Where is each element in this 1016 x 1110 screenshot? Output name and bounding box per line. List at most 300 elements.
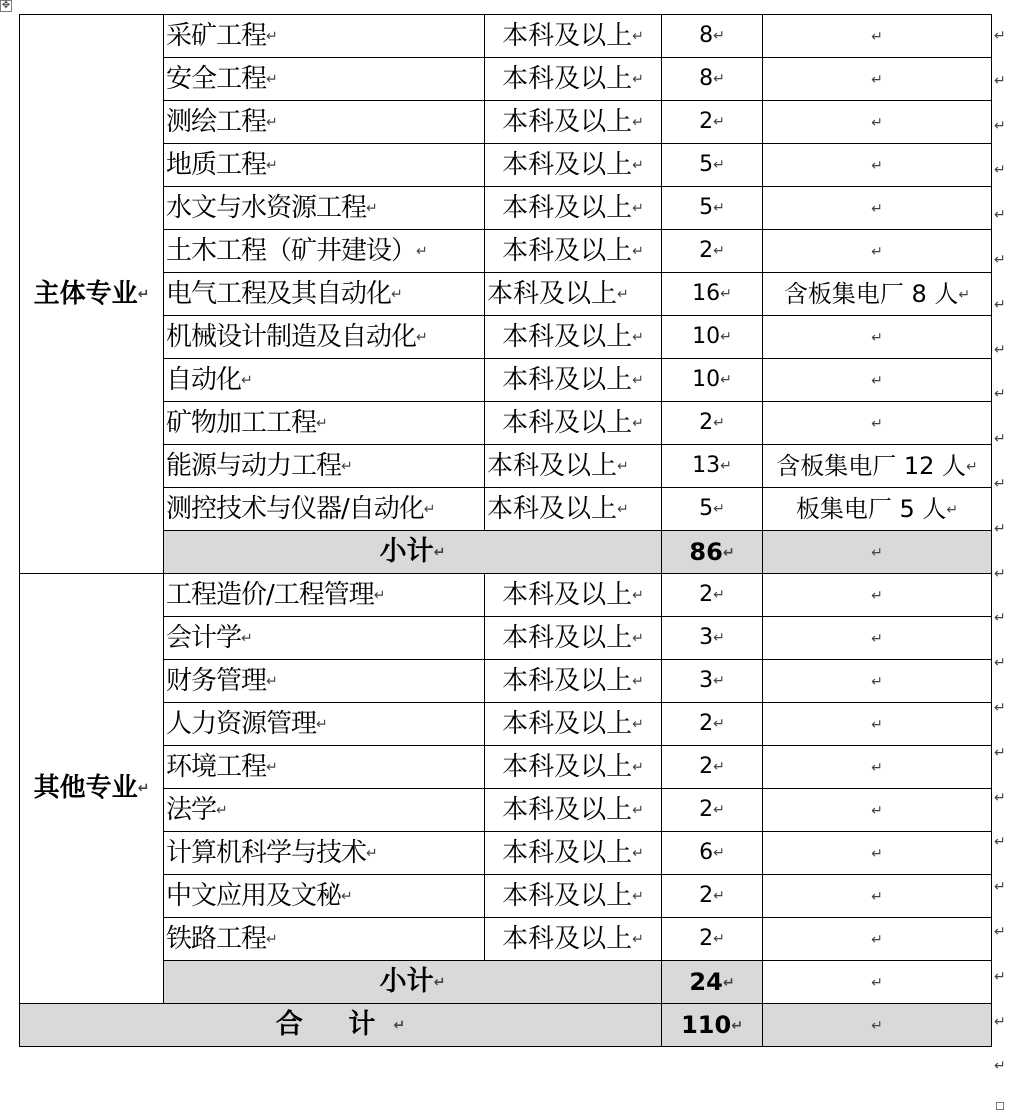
row-end-mark: ↵ bbox=[994, 968, 1006, 985]
cell-end-mark: ↵ bbox=[871, 243, 883, 260]
row-end-mark: ↵ bbox=[994, 789, 1006, 806]
education-cell-text: 本科及以上 bbox=[487, 278, 618, 309]
row-end-mark: ↵ bbox=[994, 879, 1006, 896]
total-note-cell[interactable] bbox=[763, 1004, 992, 1047]
cell-end-mark: ↵ bbox=[632, 587, 644, 604]
count-cell-text: 2 bbox=[699, 711, 714, 736]
education-cell-text: 本科及以上 bbox=[487, 450, 618, 481]
cell-end-mark: ↵ bbox=[617, 501, 629, 518]
education-cell-text: 本科及以上 bbox=[502, 923, 633, 954]
cell-end-mark: ↵ bbox=[720, 458, 732, 474]
count-cell[interactable] bbox=[662, 359, 763, 402]
count-cell[interactable] bbox=[662, 316, 763, 359]
cell-end-mark: ↵ bbox=[632, 888, 644, 905]
education-cell[interactable] bbox=[485, 832, 662, 875]
cell-end-mark: ↵ bbox=[713, 28, 725, 44]
cell-end-mark: ↵ bbox=[713, 587, 725, 603]
cell-end-mark: ↵ bbox=[871, 372, 883, 389]
education-cell-text: 本科及以上 bbox=[502, 708, 633, 739]
subtotal-label-cell-text: 小计 bbox=[379, 535, 434, 567]
education-cell[interactable] bbox=[485, 101, 662, 144]
row-end-mark: ↵ bbox=[994, 386, 1006, 403]
cell-end-mark: ↵ bbox=[713, 931, 725, 947]
cell-end-mark: ↵ bbox=[266, 71, 278, 88]
cell-end-mark: ↵ bbox=[632, 931, 644, 948]
cell-end-mark: ↵ bbox=[137, 286, 150, 303]
major-cell[interactable] bbox=[164, 445, 485, 488]
table-row bbox=[20, 832, 992, 875]
note-cell[interactable] bbox=[763, 316, 992, 359]
education-cell[interactable] bbox=[485, 617, 662, 660]
major-cell[interactable] bbox=[164, 58, 485, 101]
cell-end-mark: ↵ bbox=[946, 501, 959, 518]
cell-end-mark: ↵ bbox=[632, 243, 644, 260]
count-cell[interactable] bbox=[662, 832, 763, 875]
major-cell[interactable] bbox=[164, 15, 485, 58]
note-cell[interactable] bbox=[763, 273, 992, 316]
count-cell-text: 5 bbox=[699, 195, 714, 220]
count-cell[interactable] bbox=[662, 746, 763, 789]
count-cell[interactable] bbox=[662, 660, 763, 703]
cell-end-mark: ↵ bbox=[713, 415, 725, 431]
cell-end-mark: ↵ bbox=[871, 759, 883, 776]
education-cell[interactable] bbox=[485, 703, 662, 746]
cell-end-mark: ↵ bbox=[871, 114, 883, 131]
count-cell-text: 3 bbox=[699, 668, 714, 693]
subtotal-note-cell[interactable] bbox=[763, 531, 992, 574]
note-cell[interactable] bbox=[763, 918, 992, 961]
note-cell[interactable] bbox=[763, 789, 992, 832]
cell-end-mark: ↵ bbox=[871, 200, 883, 217]
cell-end-mark: ↵ bbox=[713, 114, 725, 130]
count-cell-text: 13 bbox=[692, 453, 721, 478]
education-cell-text: 本科及以上 bbox=[502, 20, 633, 51]
cell-end-mark: ↵ bbox=[871, 28, 883, 45]
cell-end-mark: ↵ bbox=[713, 888, 725, 904]
cell-end-mark: ↵ bbox=[632, 802, 644, 819]
row-end-mark: ↵ bbox=[994, 923, 1006, 940]
major-cell-text: 人力资源管理 bbox=[166, 708, 317, 739]
education-cell-text: 本科及以上 bbox=[502, 579, 633, 610]
row-end-mark: ↵ bbox=[994, 296, 1006, 313]
education-cell-text: 本科及以上 bbox=[502, 321, 633, 352]
cell-end-mark: ↵ bbox=[632, 200, 644, 217]
count-cell[interactable] bbox=[662, 875, 763, 918]
subtotal-row bbox=[20, 961, 992, 1004]
total-value-cell[interactable] bbox=[662, 1004, 763, 1047]
cell-end-mark: ↵ bbox=[713, 630, 725, 646]
count-cell-text: 16 bbox=[692, 281, 721, 306]
table-row bbox=[20, 488, 992, 531]
count-cell[interactable] bbox=[662, 58, 763, 101]
note-cell[interactable] bbox=[763, 359, 992, 402]
count-cell-text: 6 bbox=[699, 840, 714, 865]
major-cell[interactable] bbox=[164, 746, 485, 789]
cell-end-mark: ↵ bbox=[713, 673, 725, 689]
cell-end-mark: ↵ bbox=[632, 716, 644, 733]
education-cell[interactable] bbox=[485, 359, 662, 402]
major-cell[interactable] bbox=[164, 402, 485, 445]
cell-end-mark: ↵ bbox=[266, 673, 278, 690]
cell-end-mark: ↵ bbox=[137, 780, 150, 797]
cell-end-mark: ↵ bbox=[713, 759, 725, 775]
major-cell[interactable] bbox=[164, 574, 485, 617]
major-cell-text: 环境工程 bbox=[166, 751, 267, 782]
table-row bbox=[20, 617, 992, 660]
table-row bbox=[20, 359, 992, 402]
table-row bbox=[20, 230, 992, 273]
cell-end-mark: ↵ bbox=[871, 888, 883, 905]
total-label-cell-text: 合 计 bbox=[275, 1008, 394, 1040]
count-cell[interactable] bbox=[662, 273, 763, 316]
table-row bbox=[20, 402, 992, 445]
major-cell-text: 电气工程及其自动化 bbox=[166, 278, 392, 309]
education-cell-text: 本科及以上 bbox=[502, 235, 633, 266]
cell-end-mark: ↵ bbox=[241, 372, 253, 389]
cell-end-mark: ↵ bbox=[871, 802, 883, 819]
cell-end-mark: ↵ bbox=[316, 716, 328, 733]
education-cell[interactable] bbox=[485, 789, 662, 832]
major-cell-text: 矿物加工工程 bbox=[166, 407, 317, 438]
table-row bbox=[20, 746, 992, 789]
table-move-handle[interactable]: ✥ bbox=[1, 0, 11, 11]
note-cell[interactable] bbox=[763, 746, 992, 789]
row-end-mark: ↵ bbox=[994, 699, 1006, 716]
count-cell[interactable] bbox=[662, 488, 763, 531]
note-cell[interactable] bbox=[763, 617, 992, 660]
count-cell[interactable] bbox=[662, 918, 763, 961]
table-row bbox=[20, 875, 992, 918]
count-cell[interactable] bbox=[662, 187, 763, 230]
major-cell-text: 法学 bbox=[166, 794, 217, 825]
cell-end-mark: ↵ bbox=[720, 329, 732, 345]
education-cell-text: 本科及以上 bbox=[502, 880, 633, 911]
major-cell[interactable] bbox=[164, 789, 485, 832]
education-cell-text: 本科及以上 bbox=[502, 364, 633, 395]
education-cell-text: 本科及以上 bbox=[502, 751, 633, 782]
major-cell[interactable] bbox=[164, 273, 485, 316]
cell-end-mark: ↵ bbox=[632, 329, 644, 346]
major-cell-text: 铁路工程 bbox=[166, 923, 267, 954]
row-end-mark: ↵ bbox=[994, 610, 1006, 627]
row-end-mark: ↵ bbox=[994, 72, 1006, 89]
education-cell[interactable] bbox=[485, 402, 662, 445]
cell-end-mark: ↵ bbox=[871, 974, 883, 991]
count-cell-text: 2 bbox=[699, 926, 714, 951]
row-end-mark: ↵ bbox=[994, 834, 1006, 851]
major-cell[interactable] bbox=[164, 660, 485, 703]
major-cell[interactable] bbox=[164, 488, 485, 531]
education-cell[interactable] bbox=[485, 187, 662, 230]
cell-end-mark: ↵ bbox=[722, 974, 735, 991]
education-cell-text: 本科及以上 bbox=[502, 837, 633, 868]
education-cell[interactable] bbox=[485, 273, 662, 316]
note-cell[interactable] bbox=[763, 230, 992, 273]
education-cell-text: 本科及以上 bbox=[502, 149, 633, 180]
cell-end-mark: ↵ bbox=[871, 71, 883, 88]
education-cell[interactable] bbox=[485, 144, 662, 187]
table-row bbox=[20, 703, 992, 746]
major-cell[interactable] bbox=[164, 359, 485, 402]
note-cell[interactable] bbox=[763, 488, 992, 531]
major-cell[interactable] bbox=[164, 832, 485, 875]
cell-end-mark: ↵ bbox=[632, 673, 644, 690]
row-end-mark: ↵ bbox=[994, 341, 1006, 358]
count-cell[interactable] bbox=[662, 402, 763, 445]
row-end-mark: ↵ bbox=[994, 744, 1006, 761]
cell-end-mark: ↵ bbox=[871, 587, 883, 604]
education-cell[interactable] bbox=[485, 660, 662, 703]
cell-end-mark: ↵ bbox=[266, 759, 278, 776]
major-cell-text: 计算机科学与技术 bbox=[166, 837, 367, 868]
major-cell-text: 测控技术与仪器/自动化 bbox=[166, 493, 424, 524]
cell-end-mark: ↵ bbox=[713, 243, 725, 259]
note-cell[interactable] bbox=[763, 58, 992, 101]
count-cell-text: 8 bbox=[699, 66, 714, 91]
note-cell[interactable] bbox=[763, 445, 992, 488]
major-cell-text: 安全工程 bbox=[166, 63, 267, 94]
education-cell-text: 本科及以上 bbox=[502, 794, 633, 825]
count-cell[interactable] bbox=[662, 445, 763, 488]
major-cell[interactable] bbox=[164, 316, 485, 359]
note-cell-text: 含板集电厂 12 人 bbox=[776, 451, 967, 480]
total-value-cell-text: 110 bbox=[681, 1010, 732, 1039]
cell-end-mark: ↵ bbox=[423, 501, 436, 518]
category-cell[interactable] bbox=[20, 15, 164, 574]
cell-end-mark: ↵ bbox=[871, 931, 883, 948]
major-cell[interactable] bbox=[164, 187, 485, 230]
cell-end-mark: ↵ bbox=[871, 1017, 883, 1034]
cell-end-mark: ↵ bbox=[216, 802, 228, 819]
education-cell-text: 本科及以上 bbox=[502, 665, 633, 696]
major-cell[interactable] bbox=[164, 101, 485, 144]
count-cell[interactable] bbox=[662, 617, 763, 660]
cell-end-mark: ↵ bbox=[632, 759, 644, 776]
cell-end-mark: ↵ bbox=[241, 630, 253, 647]
row-end-mark: ↵ bbox=[994, 117, 1006, 134]
major-cell-text: 中文应用及文秘 bbox=[166, 880, 342, 911]
major-cell[interactable] bbox=[164, 617, 485, 660]
cell-end-mark: ↵ bbox=[433, 974, 446, 991]
row-end-mark: ↵ bbox=[994, 251, 1006, 268]
count-cell-text: 2 bbox=[699, 797, 714, 822]
category-cell[interactable] bbox=[20, 574, 164, 1004]
subtotal-note-cell[interactable] bbox=[763, 961, 992, 1004]
cell-end-mark: ↵ bbox=[713, 716, 725, 732]
note-cell[interactable] bbox=[763, 832, 992, 875]
subtotal-label-cell[interactable] bbox=[164, 531, 662, 574]
major-cell[interactable] bbox=[164, 875, 485, 918]
count-cell-text: 2 bbox=[699, 410, 714, 435]
count-cell-text: 3 bbox=[699, 625, 714, 650]
cell-end-mark: ↵ bbox=[617, 286, 629, 303]
cell-end-mark: ↵ bbox=[632, 28, 644, 45]
cell-end-mark: ↵ bbox=[958, 286, 971, 303]
count-cell-text: 10 bbox=[692, 367, 721, 392]
major-cell-text: 土木工程（矿井建设） bbox=[166, 235, 417, 266]
cell-end-mark: ↵ bbox=[731, 1017, 743, 1034]
major-cell-text: 水文与水资源工程 bbox=[166, 192, 367, 223]
cell-end-mark: ↵ bbox=[871, 630, 883, 647]
education-cell-text: 本科及以上 bbox=[502, 192, 633, 223]
row-end-mark: ↵ bbox=[994, 1058, 1006, 1075]
count-cell-text: 2 bbox=[699, 883, 714, 908]
cell-end-mark: ↵ bbox=[433, 544, 446, 561]
table-row bbox=[20, 15, 992, 58]
table-row bbox=[20, 58, 992, 101]
table-row bbox=[20, 101, 992, 144]
count-cell-text: 8 bbox=[699, 23, 714, 48]
row-end-mark: ↵ bbox=[994, 207, 1006, 224]
note-cell[interactable] bbox=[763, 574, 992, 617]
total-label-cell[interactable] bbox=[20, 1004, 662, 1047]
cell-end-mark: ↵ bbox=[713, 501, 725, 517]
row-end-mark: ↵ bbox=[994, 431, 1006, 448]
table-row bbox=[20, 187, 992, 230]
cell-end-mark: ↵ bbox=[266, 28, 278, 45]
table-row bbox=[20, 316, 992, 359]
cell-end-mark: ↵ bbox=[632, 372, 644, 389]
note-cell[interactable] bbox=[763, 144, 992, 187]
count-cell[interactable] bbox=[662, 703, 763, 746]
cell-end-mark: ↵ bbox=[713, 845, 725, 861]
cell-end-mark: ↵ bbox=[632, 415, 644, 432]
row-end-mark: ↵ bbox=[994, 520, 1006, 537]
education-cell[interactable] bbox=[485, 316, 662, 359]
education-cell-text: 本科及以上 bbox=[487, 493, 618, 524]
cell-end-mark: ↵ bbox=[871, 415, 883, 432]
note-cell-text: 含板集电厂 8 人 bbox=[783, 279, 959, 308]
cell-end-mark: ↵ bbox=[966, 458, 978, 475]
count-cell-text: 10 bbox=[692, 324, 721, 349]
education-cell[interactable] bbox=[485, 875, 662, 918]
education-cell[interactable] bbox=[485, 488, 662, 531]
row-end-marks bbox=[994, 14, 1014, 1089]
cell-end-mark: ↵ bbox=[316, 415, 328, 432]
count-cell[interactable] bbox=[662, 574, 763, 617]
education-cell-text: 本科及以上 bbox=[502, 106, 633, 137]
table-row bbox=[20, 660, 992, 703]
education-cell[interactable] bbox=[485, 445, 662, 488]
note-cell[interactable] bbox=[763, 402, 992, 445]
subtotal-label-cell-text: 小计 bbox=[379, 965, 434, 997]
cell-end-mark: ↵ bbox=[632, 157, 644, 174]
cell-end-mark: ↵ bbox=[632, 845, 644, 862]
note-cell[interactable] bbox=[763, 875, 992, 918]
cell-end-mark: ↵ bbox=[713, 71, 725, 87]
table-row bbox=[20, 273, 992, 316]
count-cell[interactable] bbox=[662, 101, 763, 144]
count-cell-text: 5 bbox=[699, 152, 714, 177]
row-end-mark: ↵ bbox=[994, 475, 1006, 492]
cell-end-mark: ↵ bbox=[871, 845, 883, 862]
education-cell[interactable] bbox=[485, 230, 662, 273]
category-cell-text: 主体专业 bbox=[33, 278, 138, 309]
count-cell[interactable] bbox=[662, 15, 763, 58]
table-row bbox=[20, 789, 992, 832]
major-cell-text: 地质工程 bbox=[166, 149, 267, 180]
cell-end-mark: ↵ bbox=[617, 458, 629, 475]
count-cell-text: 2 bbox=[699, 754, 714, 779]
cell-end-mark: ↵ bbox=[391, 286, 403, 303]
table-row bbox=[20, 144, 992, 187]
note-cell[interactable] bbox=[763, 15, 992, 58]
cell-end-mark: ↵ bbox=[366, 845, 378, 862]
major-cell-text: 采矿工程 bbox=[166, 20, 267, 51]
table-row bbox=[20, 445, 992, 488]
cell-end-mark: ↵ bbox=[871, 716, 883, 733]
count-cell[interactable] bbox=[662, 789, 763, 832]
cell-end-mark: ↵ bbox=[713, 802, 725, 818]
count-cell-text: 2 bbox=[699, 109, 714, 134]
major-cell-text: 工程造价/工程管理 bbox=[166, 579, 374, 610]
cell-end-mark: ↵ bbox=[720, 372, 732, 388]
cell-end-mark: ↵ bbox=[871, 673, 883, 690]
recruitment-table bbox=[19, 14, 992, 1047]
major-cell-text: 会计学 bbox=[166, 622, 242, 653]
cell-end-mark: ↵ bbox=[266, 157, 278, 174]
education-cell[interactable] bbox=[485, 15, 662, 58]
education-cell[interactable] bbox=[485, 58, 662, 101]
cell-end-mark: ↵ bbox=[871, 544, 883, 561]
cell-end-mark: ↵ bbox=[720, 286, 732, 302]
note-cell[interactable] bbox=[763, 703, 992, 746]
major-cell-text: 机械设计制造及自动化 bbox=[166, 321, 417, 352]
major-cell-text: 自动化 bbox=[166, 364, 242, 395]
table-resize-handle[interactable] bbox=[996, 1102, 1004, 1110]
table-body bbox=[20, 15, 992, 1047]
cell-end-mark: ↵ bbox=[713, 200, 725, 216]
major-cell-text: 能源与动力工程 bbox=[166, 450, 342, 481]
education-cell[interactable] bbox=[485, 746, 662, 789]
total-row bbox=[20, 1004, 992, 1047]
cell-end-mark: ↵ bbox=[632, 630, 644, 647]
cell-end-mark: ↵ bbox=[416, 329, 428, 346]
major-cell-text: 财务管理 bbox=[166, 665, 267, 696]
cell-end-mark: ↵ bbox=[632, 114, 644, 131]
subtotal-value-cell[interactable] bbox=[662, 531, 763, 574]
row-end-mark: ↵ bbox=[994, 1013, 1006, 1030]
row-end-mark: ↵ bbox=[994, 655, 1006, 672]
count-cell-text: 2 bbox=[699, 582, 714, 607]
education-cell[interactable] bbox=[485, 574, 662, 617]
cell-end-mark: ↵ bbox=[871, 329, 883, 346]
note-cell[interactable] bbox=[763, 187, 992, 230]
row-end-mark: ↵ bbox=[994, 565, 1006, 582]
education-cell-text: 本科及以上 bbox=[502, 407, 633, 438]
note-cell[interactable] bbox=[763, 660, 992, 703]
cell-end-mark: ↵ bbox=[266, 931, 278, 948]
major-cell[interactable] bbox=[164, 918, 485, 961]
row-end-mark: ↵ bbox=[994, 28, 1006, 44]
count-cell[interactable] bbox=[662, 144, 763, 187]
note-cell[interactable] bbox=[763, 101, 992, 144]
major-cell[interactable] bbox=[164, 230, 485, 273]
cell-end-mark: ↵ bbox=[366, 200, 378, 217]
cell-end-mark: ↵ bbox=[871, 157, 883, 174]
cell-end-mark: ↵ bbox=[713, 157, 725, 173]
cell-end-mark: ↵ bbox=[416, 243, 428, 260]
subtotal-value-cell-text: 86 bbox=[689, 537, 723, 566]
subtotal-label-cell[interactable] bbox=[164, 961, 662, 1004]
count-cell[interactable] bbox=[662, 230, 763, 273]
count-cell-text: 2 bbox=[699, 238, 714, 263]
subtotal-value-cell[interactable] bbox=[662, 961, 763, 1004]
major-cell[interactable] bbox=[164, 144, 485, 187]
subtotal-row bbox=[20, 531, 992, 574]
education-cell[interactable] bbox=[485, 918, 662, 961]
major-cell[interactable] bbox=[164, 703, 485, 746]
